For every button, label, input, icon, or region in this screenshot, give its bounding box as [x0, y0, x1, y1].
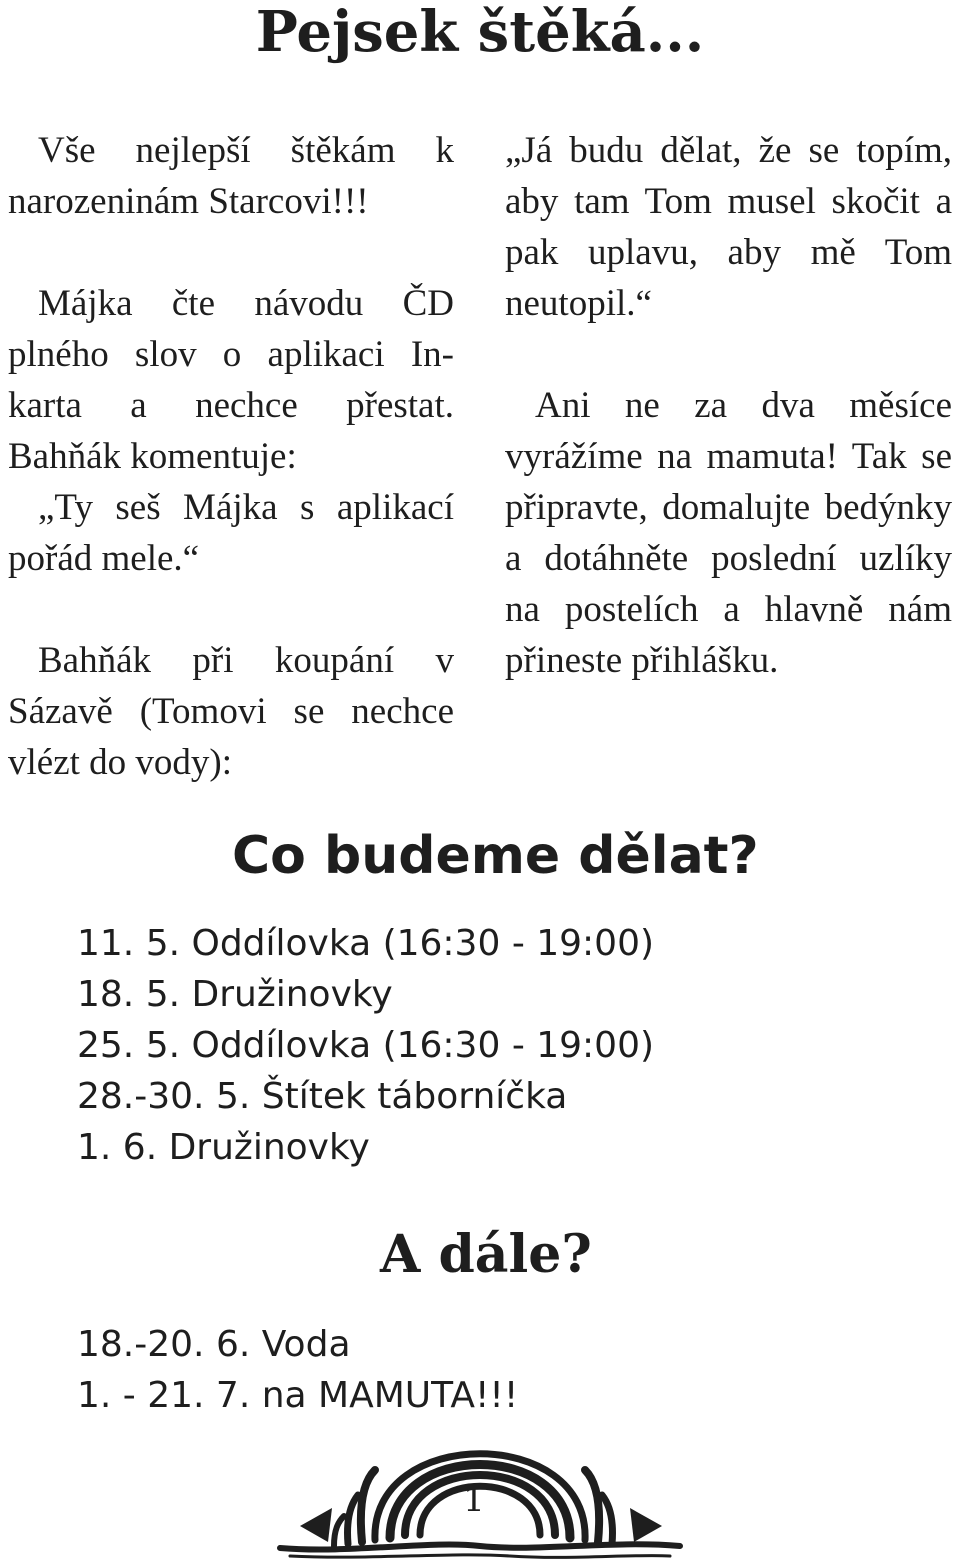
schedule-item: 25. 5. Oddílovka (16:30 - 19:00): [77, 1025, 655, 1066]
right-column: [505, 125, 952, 686]
next-heading: A dále?: [380, 1224, 592, 1285]
birthday-wish: Vše nejlepší štěkám k narozeninám Starcovi!!!: [8, 130, 454, 222]
bahnak-anecdote: Bahňák při koupání v Sázavě (Tomovi se nechce vlézt do vody):: [8, 640, 454, 783]
schedule-item: 18. 5. Družinovky: [77, 974, 393, 1015]
plan-schedule: [77, 918, 654, 1173]
schedule-item: 28.-30. 5. Štítek táborníčka: [77, 1076, 568, 1117]
majka-anecdote: [8, 278, 454, 584]
page-title: Pejsek štěká...: [255, 0, 705, 65]
schedule-item: 18.-20. 6. Voda: [77, 1324, 351, 1365]
majka-anecdote-text: Májka čte návodu ČD plného slov o aplikaci In-karta a nechce přestat. Bahňák komentuje:: [8, 283, 454, 477]
left-column: [8, 125, 454, 788]
schedule-item: 11. 5. Oddílovka (16:30 - 19:00): [77, 923, 655, 964]
schedule-item: 1. - 21. 7. na MAMUTA!!!: [77, 1375, 519, 1416]
mamut-announcement: Ani ne za dva měsíce vyrážíme na mamuta! Tak se připravte, domalujte bedýnky a dotáhněte poslední uzlíky na postelích a hlavně nám přineste přihlášku.: [505, 385, 952, 681]
page-number: 1: [463, 1480, 485, 1520]
schedule-item: 1. 6. Družinovky: [77, 1127, 370, 1168]
plan-heading: Co budeme dělat?: [232, 826, 759, 886]
bahnak-swim-quote: „Já budu dělat, že se topím, aby tam Tom musel skočit a pak uplavu, aby mě Tom neutopil.“: [505, 130, 952, 324]
bahnak-quote: „Ty seš Májka s aplikací pořád mele.“: [8, 487, 454, 579]
next-schedule: [77, 1319, 518, 1421]
